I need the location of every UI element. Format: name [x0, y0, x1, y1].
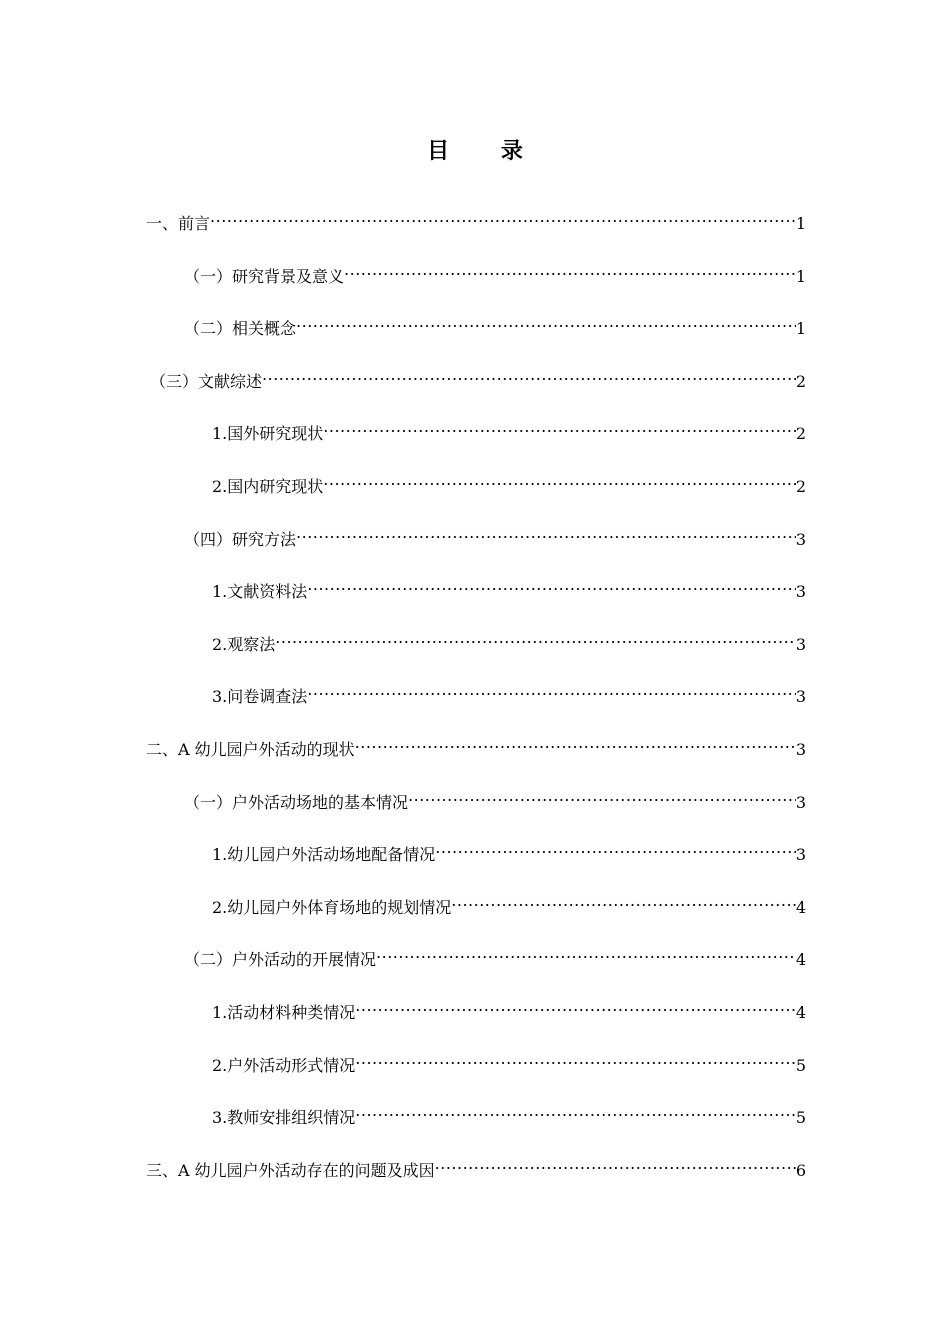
toc-entry-title: 二、A 幼儿园户外活动的现状 — [146, 740, 355, 759]
toc-entry-title: （一）研究背景及意义 — [184, 266, 345, 286]
toc-entry-title: 1.幼儿园户外活动场地配备情况 — [212, 845, 436, 865]
toc-entry[interactable] — [184, 310, 806, 341]
toc-entry[interactable] — [184, 258, 806, 289]
toc-entry-page-number: 1 — [795, 266, 806, 286]
toc-dot-leader — [296, 521, 796, 545]
toc-entry[interactable] — [212, 889, 806, 920]
toc-dot-leader — [435, 836, 796, 860]
toc-entry[interactable] — [212, 1099, 806, 1130]
toc-entry-title: 2.观察法 — [212, 634, 276, 654]
toc-dot-leader — [376, 941, 796, 965]
toc-entry[interactable] — [212, 468, 806, 499]
toc-dot-leader — [355, 1047, 796, 1071]
toc-entry-title: （三）文献综述 — [150, 371, 263, 391]
toc-entry-page-number: 6 — [795, 1160, 806, 1180]
toc-entry-page-number: 3 — [795, 582, 806, 602]
toc-entry-page-number: 2 — [795, 424, 806, 444]
toc-entry[interactable] — [146, 731, 806, 762]
toc-entry-title: 3.教师安排组织情况 — [212, 1108, 356, 1128]
toc-entry-page-number: 3 — [795, 792, 806, 812]
toc-entry[interactable] — [184, 941, 806, 972]
toc-dot-leader — [262, 363, 796, 387]
toc-entry[interactable] — [146, 205, 806, 236]
toc-entry[interactable] — [184, 784, 806, 815]
toc-entry-page-number: 2 — [795, 477, 806, 496]
toc-entry-page-number: 4 — [795, 897, 806, 917]
toc-entry-page-number: 2 — [795, 371, 806, 391]
toc-dot-leader — [307, 573, 796, 597]
toc-entry-title: 2.国内研究现状 — [212, 477, 324, 496]
toc-dot-leader — [275, 626, 796, 650]
toc-entry-page-number: 3 — [795, 740, 806, 759]
toc-dot-leader — [355, 1099, 796, 1123]
toc-entry-title: （二）户外活动的开展情况 — [184, 950, 377, 970]
toc-entry[interactable] — [212, 415, 806, 446]
toc-dot-leader — [355, 731, 796, 755]
toc-entry-page-number: 3 — [795, 634, 806, 654]
toc-entry[interactable] — [184, 521, 806, 552]
toc-entry-title: 3.问卷调查法 — [212, 687, 308, 707]
toc-dot-leader — [323, 415, 796, 439]
toc-entry[interactable] — [212, 836, 806, 867]
toc-entry-title: 1.国外研究现状 — [212, 424, 324, 444]
toc-dot-leader — [210, 205, 796, 229]
toc-entry-page-number: 3 — [795, 687, 806, 707]
toc-dot-leader — [307, 678, 796, 702]
toc-entry-page-number: 3 — [795, 529, 806, 549]
toc-dot-leader — [323, 468, 796, 492]
toc-entry-page-number: 4 — [795, 1003, 806, 1022]
toc-title: 目 录 — [427, 138, 545, 164]
toc-entry-title: 2.户外活动形式情况 — [212, 1055, 356, 1075]
toc-entry-page-number: 4 — [795, 950, 806, 970]
toc-dot-leader — [344, 258, 796, 282]
toc-entry-title: （四）研究方法 — [184, 529, 297, 549]
toc-entry[interactable] — [212, 678, 806, 709]
toc-entry-title: 2.幼儿园户外体育场地的规划情况 — [212, 897, 452, 917]
toc-entry-page-number: 1 — [795, 214, 806, 233]
toc-dot-leader — [435, 1152, 796, 1176]
toc-entry-title: （二）相关概念 — [184, 319, 297, 339]
toc-entry[interactable] — [212, 573, 806, 604]
toc-entry-page-number: 5 — [795, 1055, 806, 1075]
toc-entry[interactable] — [212, 626, 806, 657]
toc-entry-title: 三、A 幼儿园户外活动存在的问题及成因 — [146, 1160, 435, 1180]
toc-entry-title: 1.文献资料法 — [212, 582, 308, 602]
toc-entry-page-number: 1 — [795, 319, 806, 339]
toc-entry-title: 1.活动材料种类情况 — [212, 1003, 356, 1022]
toc-entry-page-number: 3 — [795, 845, 806, 865]
toc-entry-title: （一）户外活动场地的基本情况 — [184, 792, 409, 812]
toc-entry[interactable] — [146, 1152, 806, 1183]
toc-dot-leader — [355, 994, 796, 1018]
toc-entry[interactable] — [212, 1047, 806, 1078]
toc-entry-page-number: 5 — [795, 1108, 806, 1128]
toc-dot-leader — [451, 889, 796, 913]
toc-entry[interactable] — [150, 363, 806, 394]
toc-entry-title: 一、前言 — [146, 214, 211, 233]
toc-dot-leader — [296, 310, 796, 334]
toc-entry[interactable] — [212, 994, 806, 1025]
toc-dot-leader — [408, 784, 796, 808]
